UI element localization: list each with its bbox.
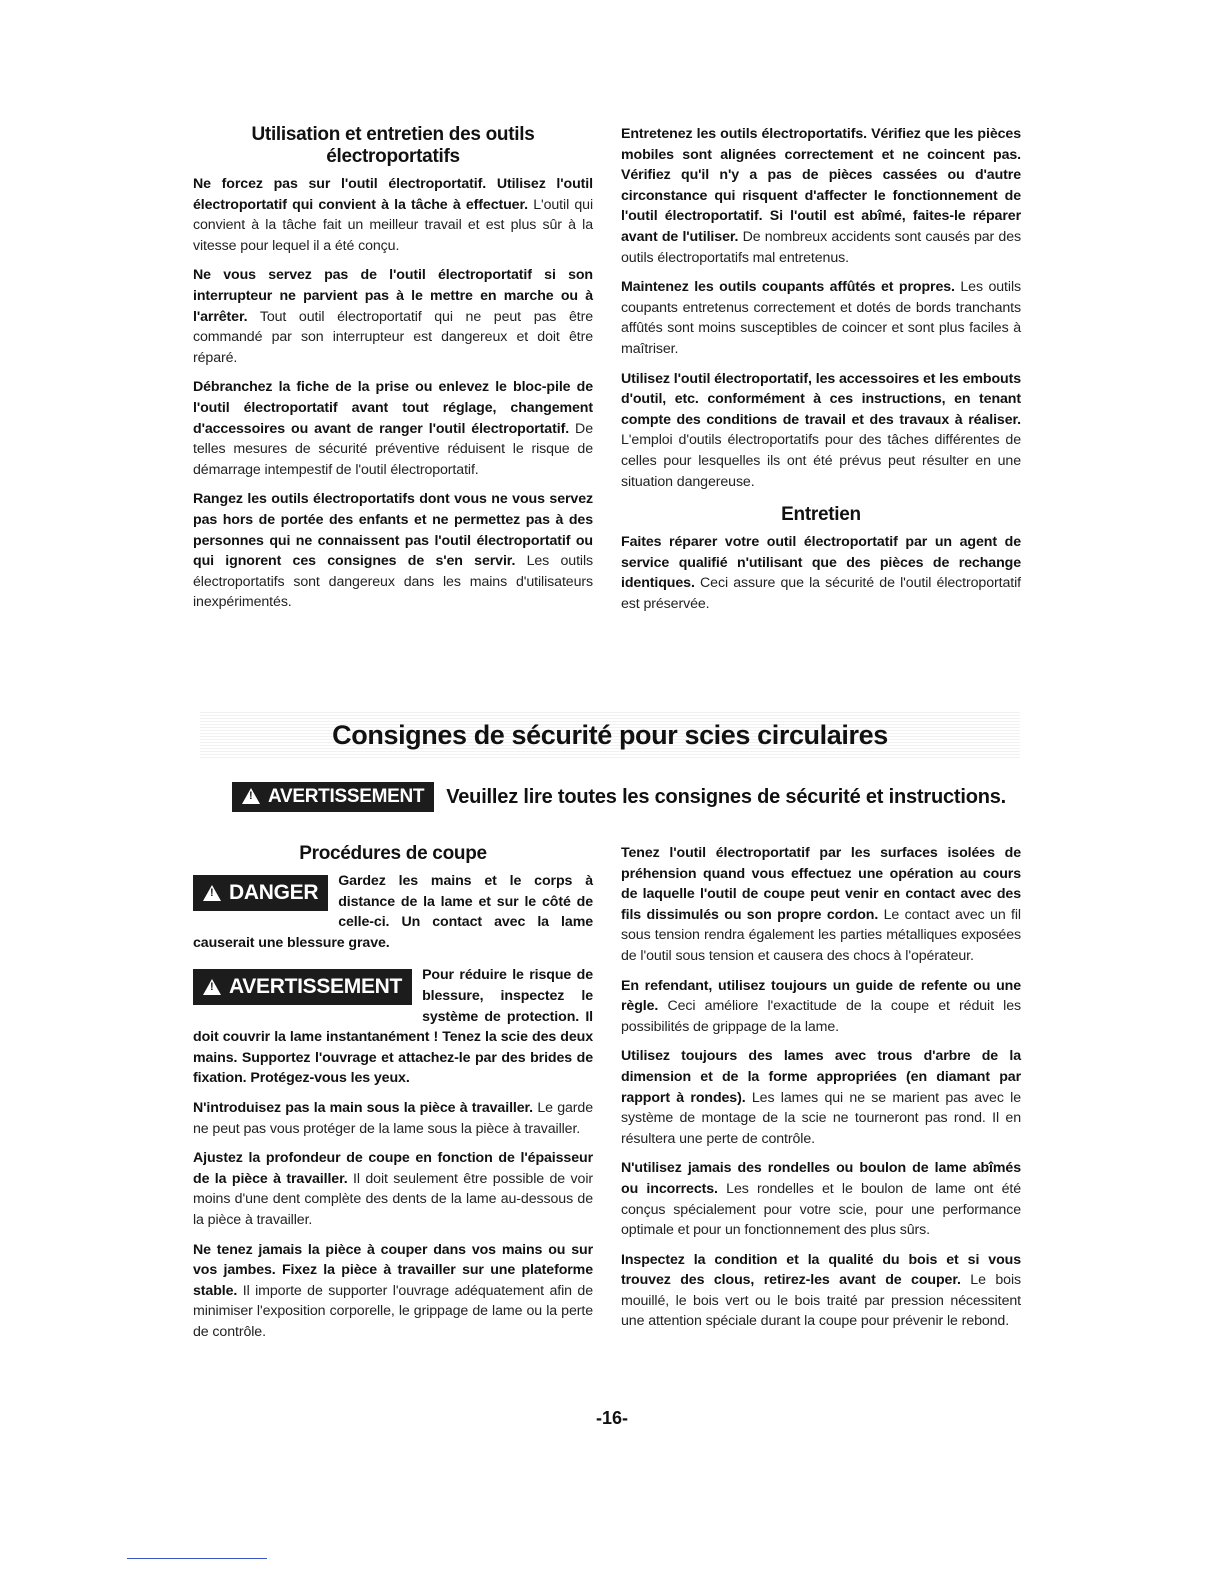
- section-heading-procedures: Procédures de coupe: [299, 843, 487, 864]
- paragraph: Utilisez toujours des lames avec trous d'arbre de la dimension et de la forme appropriées (en diamant par rapport à rondes). Les lames qui ne se marient pas avec le système de montage de la scie ne tourneront pas rond. Il en résultera une perte de contrôle.: [621, 1048, 1021, 1147]
- banner-title: Consignes de sécurité pour scies circulaires: [332, 720, 888, 750]
- warning-triangle-icon: [242, 788, 260, 804]
- paragraph: Entretenez les outils électroportatifs. Vérifiez que les pièces mobiles sont alignées correctement et ne coincent pas. Vérifiez qu'il n'y a pas de pièces cassées ou d'autre circonstance qui risquent d'affecter le fonctionnement de l'outil électroportatif. Si l'outil est abîmé, faites-le réparer avant de l'utiliser. De nombreux accidents sont causés par des outils électroportatifs mal entretenus.: [621, 126, 1021, 266]
- paragraph: Utilisez l'outil électroportatif, les accessoires et les embouts d'outil, etc. conformément à ces instructions, en tenant compte des conditions de travail et des travaux à réaliser. L'emploi d'outils électroportatifs pour des tâches différentes de celles pour lesquelles ils ont été prévus peut résulter en une situation dangereuse.: [621, 370, 1021, 490]
- page-number: -16-: [595, 1408, 628, 1428]
- avertissement-badge: !AVERTISSEMENT: [232, 782, 434, 812]
- bottom-right-column: [621, 843, 1021, 1341]
- section-heading-entretien: Entretien: [781, 504, 861, 526]
- paragraph: Tenez l'outil électroportatif par les surfaces isolées de préhension quand vous effectuez une opération au cours de laquelle l'outil de coupe peut venir en contact avec des fils dissimulés ou son propre cordon. Le contact avec un fil sous tension rendra également les parties métalliques exposées de l'outil sous tension et causera des chocs à l'opérateur.: [621, 845, 1021, 964]
- bottom-left-column: [193, 843, 593, 1351]
- paragraph: Maintenez les outils coupants affûtés et propres. Les outils coupants entretenus correctement et dotés de bords tranchants affûtés sont moins susceptibles de coincer et sont plus faciles à maîtriser.: [621, 279, 1021, 357]
- paragraph: Inspectez la condition et la qualité du bois et si vous trouvez des clous, retirez-les avant de couper. Le bois mouillé, le bois vert ou le bois traité par pression nécessitent une attention spéciale durant la coupe pour prévenir le rebond.: [621, 1251, 1021, 1330]
- paragraph: N'introduisez pas la main sous la pièce à travailler. Le garde ne peut pas vous protéger de la lame sous la pièce à travailler.: [193, 1099, 594, 1137]
- warning-text: Veuillez lire toutes les consignes de sécurité et instructions.: [446, 785, 1007, 808]
- warning-paragraph: !AVERTISSEMENT Pour réduire le risque de blessure, inspectez le système de protection. Il doit couvrir la lame instantanément ! Tenez la scie des deux mains. Supportez l'ouvrage et attachez-le par des brides de fixation. Protégez-vous les yeux.: [193, 965, 593, 1089]
- paragraph: N'utilisez jamais des rondelles ou boulon de lame abîmés ou incorrects. Les rondelles et le boulon de lame ont été conçus spécialement pour votre scie, pour une performance optimale et pour un fonctionnement des plus sûrs.: [621, 1160, 1021, 1239]
- top-right-column: [621, 124, 1021, 623]
- footer-rule: [127, 1558, 267, 1559]
- paragraph: Ne forcez pas sur l'outil électroportatif. Utilisez l'outil électroportatif qui convient à la tâche à effectuer. L'outil qui convient à la tâche fait un meilleur travail et est plus sûr à la vitesse pour lequel il a été conçu.: [193, 176, 593, 254]
- paragraph: Ne tenez jamais la pièce à couper dans vos mains ou sur vos jambes. Fixez la pièce à travailler sur une plateforme stable. Il importe de supporter l'ouvrage adéquatement afin de minimiser l'exposition corporelle, le grippage de lame ou la perte de contrôle.: [193, 1241, 593, 1340]
- warning-triangle-icon: [203, 885, 221, 901]
- danger-paragraph: !DANGER Gardez les mains et le corps à distance de la lame et sur le côté de celle-ci. Un contact avec la lame causerait une blessure grave.: [193, 871, 593, 953]
- paragraph: Ajustez la profondeur de coupe en fonction de l'épaisseur de la pièce à travailler. Il doit seulement être possible de voir moins d'une dent complète des dents de la lame au-dessous de la pièce à travailler.: [193, 1150, 593, 1228]
- section-heading-utilisation: Utilisation et entretien des outils électroportatifs: [251, 124, 535, 167]
- top-left-column: [193, 124, 593, 622]
- paragraph: Ne vous servez pas de l'outil électroportatif si son interrupteur ne parvient pas à le mettre en marche ou à l'arrêter. Tout outil électroportatif qui ne peut pas être commandé par son interrupteur est dangereux et doit être réparé.: [193, 267, 593, 366]
- warning-triangle-icon: [203, 979, 221, 995]
- danger-badge: !DANGER: [193, 875, 328, 911]
- section-banner: [200, 712, 1020, 758]
- warning-line: [232, 782, 1006, 816]
- avertissement-badge: !AVERTISSEMENT: [193, 969, 412, 1005]
- paragraph: Rangez les outils électroportatifs dont vous ne vous servez pas hors de portée des enfants et ne permettez pas à des personnes qui ne connaissent pas l'outil électroportatif ou qui ignorent ces consignes de s'en servir. Les outils électroportatifs sont dangereux dans les mains d'utilisateurs inexpérimentés.: [193, 491, 594, 611]
- paragraph: Débranchez la fiche de la prise ou enlevez le bloc-pile de l'outil électroportatif avant tout réglage, changement d'accessoires ou avant de ranger l'outil électroportatif. De telles mesures de sécurité préventive réduisent le risque de démarrage intempestif de l'outil électroportatif.: [193, 379, 593, 478]
- paragraph: En refendant, utilisez toujours un guide de refente ou une règle. Ceci améliore l'exactitude de la coupe et réduit les possibilités de grippage de la lame.: [621, 977, 1021, 1035]
- paragraph: Faites réparer votre outil électroportatif par un agent de service qualifié n'utilisant que des pièces de rechange identiques. Ceci assure que la sécurité de l'outil électroportatif est préservée.: [621, 534, 1021, 612]
